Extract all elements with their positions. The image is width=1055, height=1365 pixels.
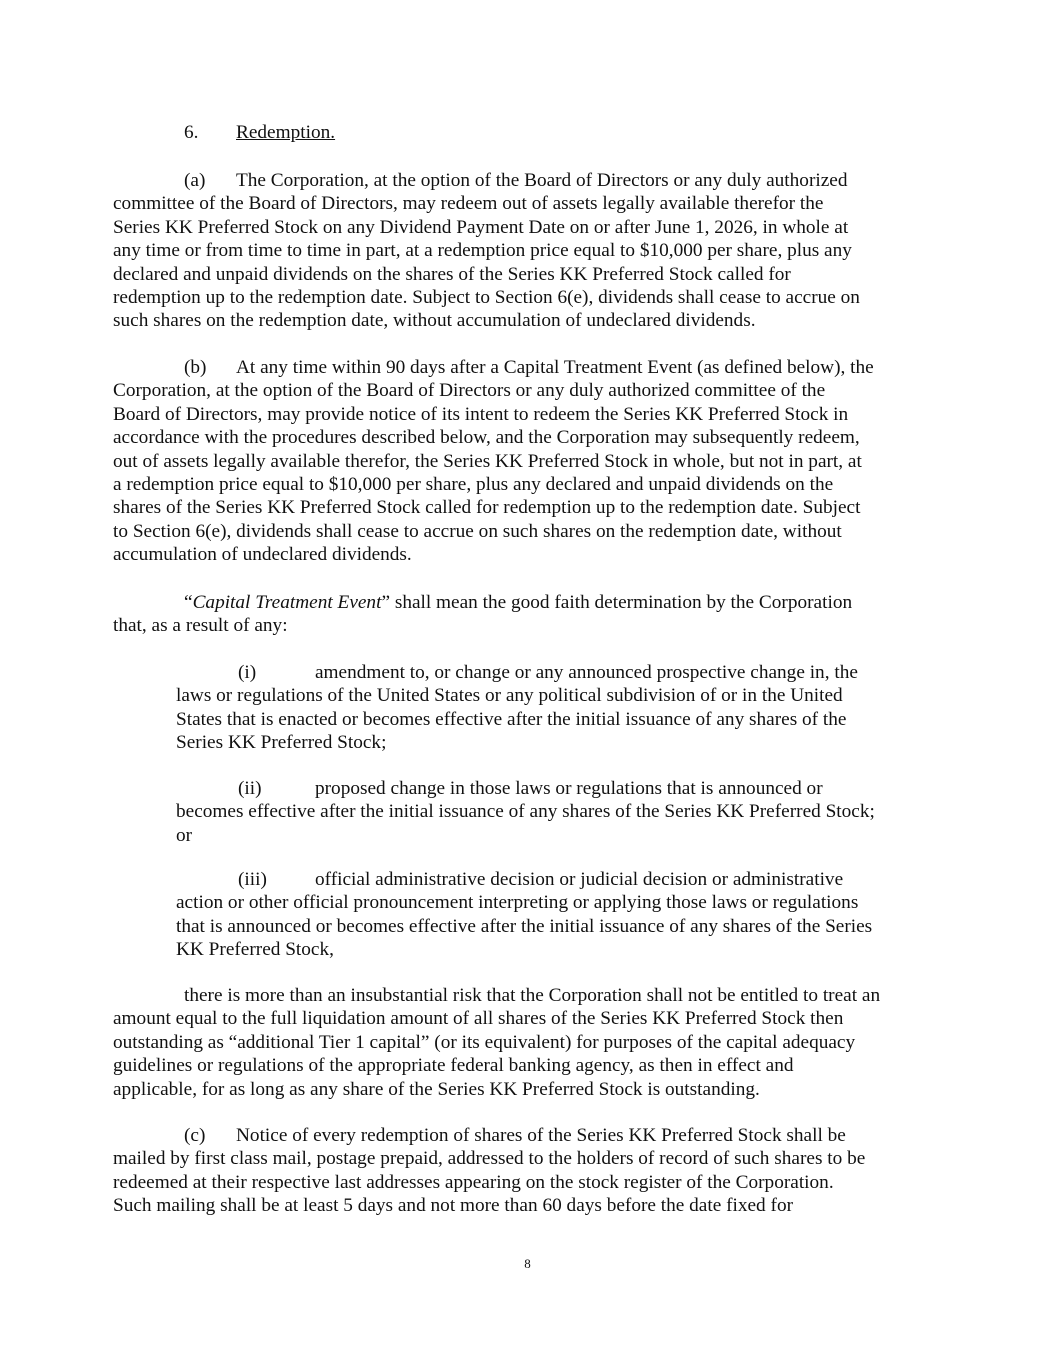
paragraph-a: (a) The Corporation, at the option of the Board of Directors or any duly authorized committee of the Board of Directors, may redeem out of assets legally available therefor the Series KK Preferred Stock on any Dividend Payment Date on or after June 1, 2026, in whole at any time or from time to time in part, at a redemption price equal to $10,000 per share, plus any declared and unpaid dividends on the shares of the Series KK Preferred Stock called for redemption up to the redemption date. Subject to Section 6(e), dividends shall cease to accrue on such shares on the redemption date, without accumulation of undeclared dividends. [113, 170, 860, 332]
paragraph-b-label: (b) [184, 357, 207, 378]
clause-ii: (ii) proposed change in those laws or regulations that is announced or becomes effective after the initial issuance of any shares of the Series KK Preferred Stock; or [176, 778, 875, 846]
paragraph-b: (b) At any time within 90 days after a Capital Treatment Event (as defined below), the Corporation, at the option of the Board of Directors or any duly authorized committee of the Board of Directors, may provide notice of its intent to redeem the Series KK Preferred Stock in accordance with the procedures described below, and the Corporation may subsequently redeem, out of assets legally available therefor, the Series KK Preferred Stock in whole, but not in part, at a redemption price equal to $10,000 per share, plus any declared and unpaid dividends on the shares of the Series KK Preferred Stock called for redemption up to the redemption date. Subject to Section 6(e), dividends shall cease to accrue on such shares on the redemption date, without accumulation of undeclared dividends. [113, 357, 874, 566]
clause-ii-label: (ii) [238, 778, 262, 799]
paragraph-a-label: (a) [184, 170, 206, 191]
clause-iii-label: (iii) [238, 869, 267, 890]
paragraph-c: (c) Notice of every redemption of shares of the Series KK Preferred Stock shall be mailed by first class mail, postage prepaid, addressed to the holders of record of such shares to be redeemed at their respective last addresses appearing on the stock register of the Corporation. Such mailing shall be at least 5 days and not more than 60 days before the date fixed for [113, 1125, 866, 1217]
page-number: 8 [524, 1256, 531, 1271]
clause-iii: (iii) official administrative decision or judicial decision or administrative action or other official pronouncement interpreting or applying those laws or regulations that is announced or becomes effective after the initial issuance of any shares of the Series KK Preferred Stock, [176, 869, 873, 961]
section-number: 6. [184, 122, 199, 143]
paragraph-c-label: (c) [184, 1125, 206, 1146]
definition-paragraph: “Capital Treatment Event” shall mean the good faith determination by the Corporation that, as a result of any: [113, 592, 853, 637]
clause-i-label: (i) [238, 662, 257, 683]
clause-i: (i) amendment to, or change or any announced prospective change in, the laws or regulations of the United States or any political subdivision of or in the United States that is enacted or becomes effective after the initial issuance of any shares of the Series KK Preferred Stock; [176, 662, 858, 754]
section-title: Redemption. [236, 122, 336, 143]
section-heading [184, 121, 335, 144]
defined-term: Capital Treatment Event [192, 592, 382, 613]
risk-paragraph: there is more than an insubstantial risk that the Corporation shall not be entitled to treat an amount equal to the full liquidation amount of all shares of the Series KK Preferred Stock then outstanding as “additional Tier 1 capital” (or its equivalent) for purposes of the capital adequacy guidelines or regulations of the appropriate federal banking agency, as then in effect and applicable, for as long as any share of the Series KK Preferred Stock is outstanding. [113, 985, 881, 1100]
